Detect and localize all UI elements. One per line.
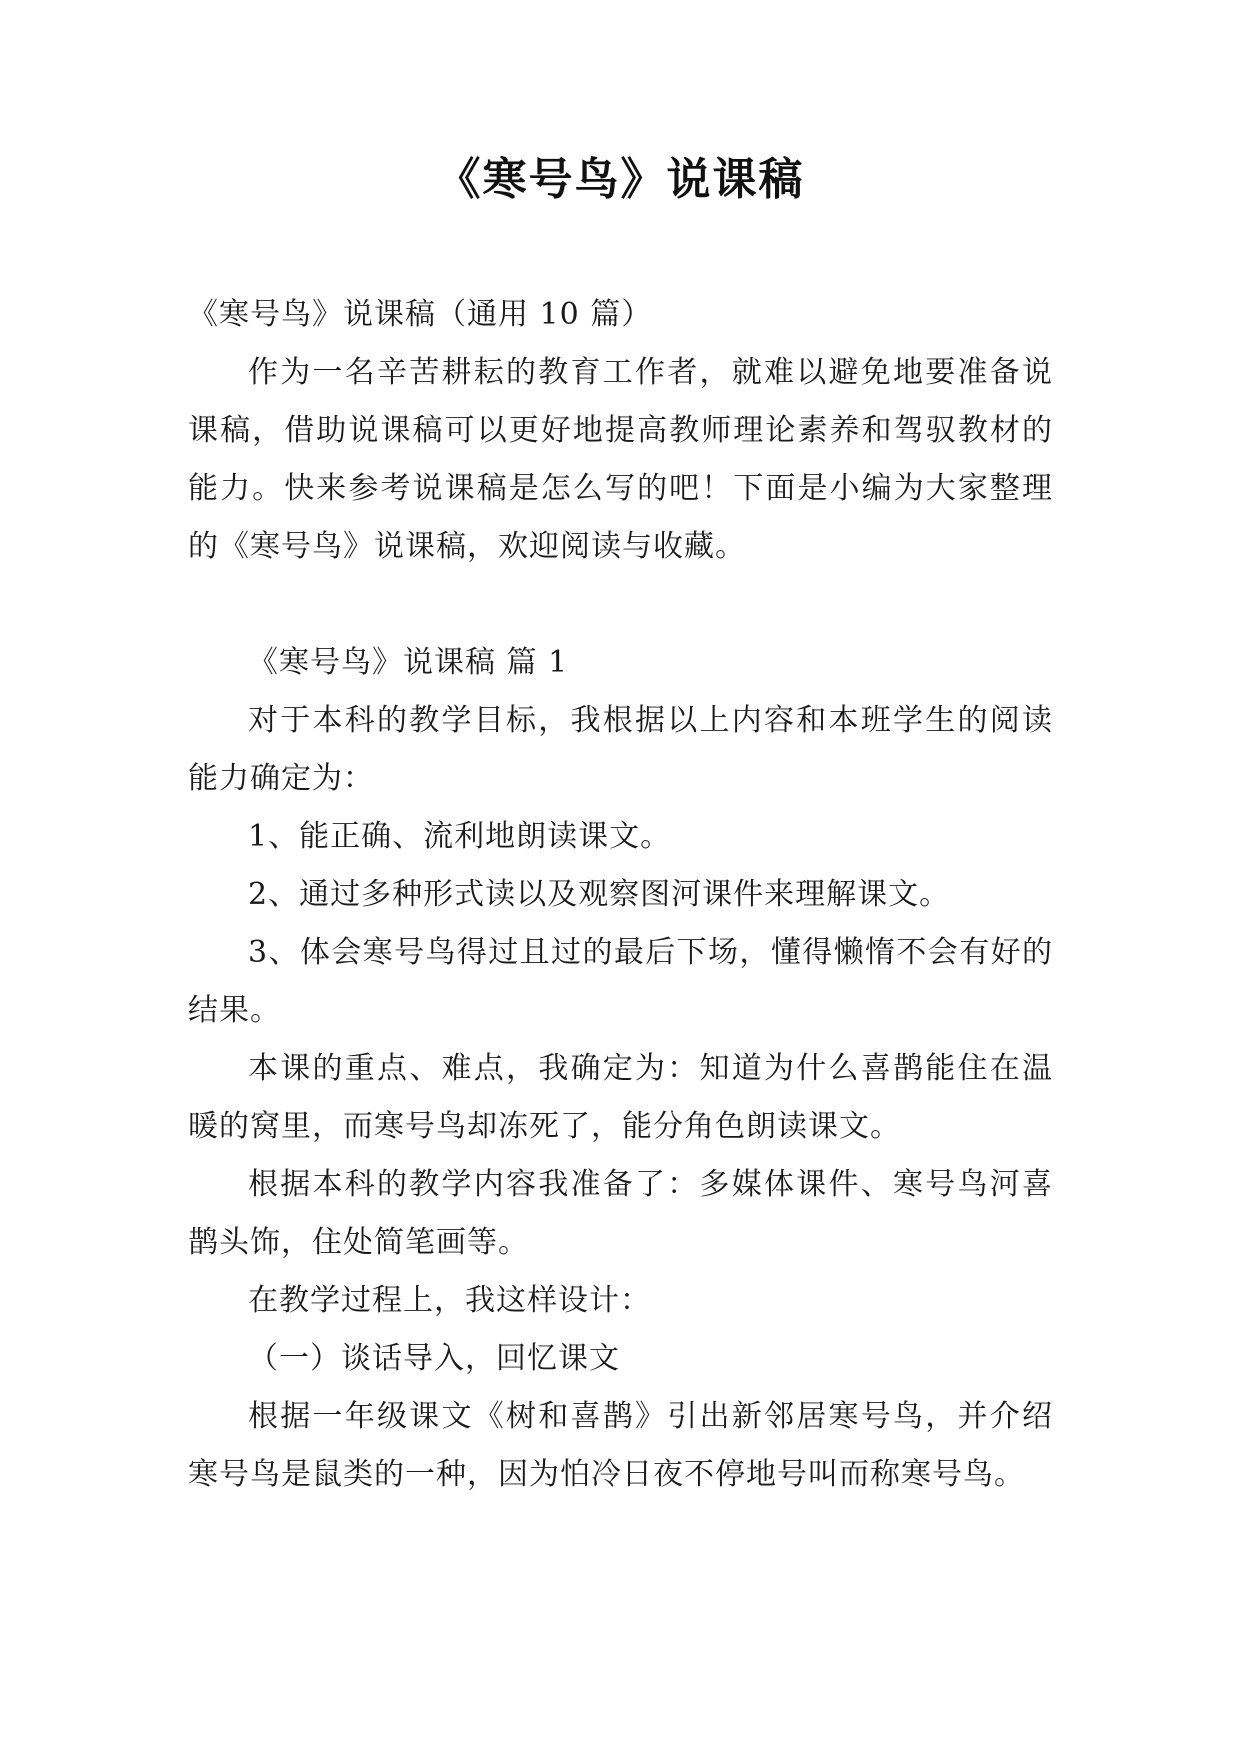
document-subtitle: 《寒号鸟》说课稿（通用 10 篇） — [188, 297, 653, 332]
objective-item-2: 2、通过多种形式读以及观察图河课件来理解课文。 — [248, 877, 951, 912]
body-paragraph: 根据本科的教学内容我准备了：多媒体课件、寒号鸟河喜鹊头饰，住处简笔画等。 — [188, 1167, 1053, 1260]
section-heading: 《寒号鸟》说课稿 篇 1 — [248, 645, 569, 680]
document-body — [188, 286, 1053, 1504]
body-paragraph: 在教学过程上，我这样设计： — [248, 1283, 651, 1318]
objective-item-3: 3、体会寒号鸟得过且过的最后下场，懂得懒惰不会有好的结果。 — [188, 935, 1053, 1028]
document-title: 《寒号鸟》说课稿 — [436, 154, 805, 205]
body-paragraph: 根据一年级课文《树和喜鹊》引出新邻居寒号鸟，并介绍寒号鸟是鼠类的一种，因为怕冷日夜不停地号叫而称寒号鸟。 — [188, 1399, 1053, 1492]
body-paragraph: 对于本科的教学目标，我根据以上内容和本班学生的阅读能力确定为： — [188, 703, 1053, 796]
subsection-heading: （一）谈话导入，回忆课文 — [248, 1341, 620, 1376]
body-paragraph: 本课的重点、难点，我确定为：知道为什么喜鹊能住在温暖的窝里，而寒号鸟却冻死了，能分角色朗读课文。 — [188, 1051, 1053, 1144]
objective-item-1: 1、能正确、流利地朗读课文。 — [248, 819, 672, 854]
section-spacer — [188, 576, 1053, 634]
intro-paragraph: 作为一名辛苦耕耘的教育工作者，就难以避免地要准备说课稿，借助说课稿可以更好地提高教师理论素养和驾驭教材的能力。快来参考说课稿是怎么写的吧！下面是小编为大家整理的《寒号鸟》说课稿，欢迎阅读与收藏。 — [188, 355, 1053, 564]
